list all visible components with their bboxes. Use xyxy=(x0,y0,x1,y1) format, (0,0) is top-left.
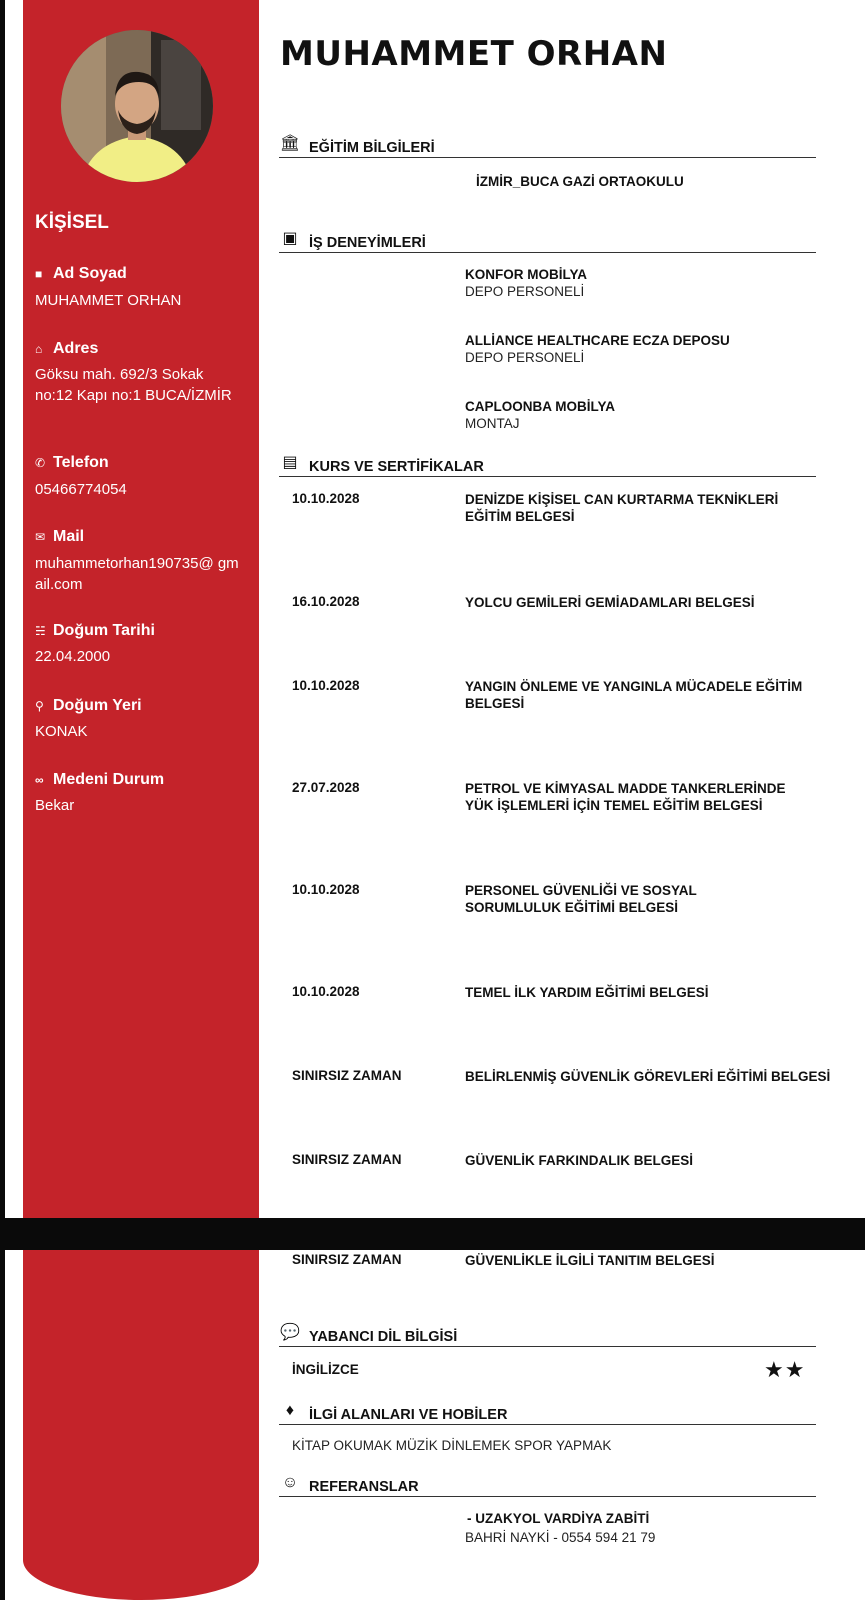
phone-label: ✆ Telefon xyxy=(35,454,109,471)
certificate-date: 10.10.2028 xyxy=(292,882,360,897)
certificates-section-header xyxy=(279,452,816,477)
mail-value: muhammetorhan190735@ gmail.com xyxy=(35,555,239,593)
certificate-date: SINIRSIZ ZAMAN xyxy=(292,1068,402,1083)
hobbies-title: İLGİ ALANLARI VE HOBİLER xyxy=(309,1407,508,1423)
marital-status-label: ∞ Medeni Durum xyxy=(35,771,165,788)
education-title: EĞİTİM BİLGİLERİ xyxy=(309,140,435,156)
birth-place-label: ⚲ Doğum Yeri xyxy=(35,697,142,714)
certificate-name: YOLCU GEMİLERİ GEMİADAMLARI BELGESİ xyxy=(465,595,755,610)
speech-bubbles-icon: 💬 xyxy=(280,1324,300,1341)
institution-icon: 🏛 xyxy=(279,135,301,152)
page-edge-border xyxy=(0,0,5,1600)
experience-title: İŞ DENEYİMLERİ xyxy=(309,235,426,251)
candidate-name: MUHAMMET ORHAN xyxy=(280,34,668,74)
certificate-name: PETROL VE KİMYASAL MADDE TANKERLERİNDE YÜK İŞLEMLERİ İÇİN TEMEL EĞİTİM BELGESİ xyxy=(465,781,786,813)
cake-icon: ☵ xyxy=(35,624,46,638)
certificate-date: 27.07.2028 xyxy=(292,780,360,795)
experience-company: KONFOR MOBİLYA xyxy=(465,267,588,282)
certificate-date: 10.10.2028 xyxy=(292,678,360,693)
languages-title: YABANCI DİL BİLGİSİ xyxy=(309,1329,458,1345)
language-level-stars: ★★ xyxy=(764,1357,806,1382)
location-person-icon: ⚲ xyxy=(35,699,44,713)
mail-label: ✉ Mail xyxy=(35,528,85,545)
profile-photo xyxy=(61,30,213,182)
certificate-name: PERSONEL GÜVENLİĞİ VE SOSYAL SORUMLULUK EĞİTİMİ BELGESİ xyxy=(465,883,697,915)
phone-icon: ✆ xyxy=(35,456,46,470)
phone-value: 05466774054 xyxy=(35,481,127,498)
certificate-name: DENİZDE KİŞİSEL CAN KURTARMA TEKNİKLERİ EĞİTİM BELGESİ xyxy=(465,492,779,524)
person-icon: ■ xyxy=(35,267,43,281)
mail-icon: ✉ xyxy=(35,530,46,544)
home-icon: ⌂ xyxy=(35,342,43,356)
certificates-title: KURS VE SERTİFİKALAR xyxy=(309,459,484,475)
puzzle-icon: ♦ xyxy=(285,1402,295,1419)
experience-role: DEPO PERSONELİ xyxy=(465,284,585,299)
certificate-date: SINIRSIZ ZAMAN xyxy=(292,1252,402,1267)
education-section-header xyxy=(279,133,816,158)
certificate-name: GÜVENLİKLE İLGİLİ TANITIM BELGESİ xyxy=(465,1253,715,1268)
experience-company: CAPLOONBA MOBİLYA xyxy=(465,399,616,414)
experience-role: DEPO PERSONELİ xyxy=(465,350,585,365)
personal-heading: KİŞİSEL xyxy=(35,212,109,233)
certificate-name: GÜVENLİK FARKINDALIK BELGESİ xyxy=(465,1153,694,1168)
reference-contact: BAHRİ NAYKİ - 0554 594 21 79 xyxy=(465,1530,656,1545)
experience-company: ALLİANCE HEALTHCARE ECZA DEPOSU xyxy=(465,333,730,348)
certificate-date: 10.10.2028 xyxy=(292,984,360,999)
hobbies-section-header xyxy=(279,1400,816,1425)
languages-section-header xyxy=(279,1322,816,1347)
references-title: REFERANSLAR xyxy=(309,1479,419,1495)
address-label: ⌂ Adres xyxy=(35,340,99,357)
certificate-name: BELİRLENMİŞ GÜVENLİK GÖREVLERİ EĞİTİMİ BELGESİ xyxy=(465,1069,831,1084)
experience-role: MONTAJ xyxy=(465,416,520,431)
briefcase-icon: ▣ xyxy=(282,230,298,247)
experience-section-header xyxy=(279,228,816,253)
certificate-date: SINIRSIZ ZAMAN xyxy=(292,1152,402,1167)
references-section-header xyxy=(279,1472,816,1497)
school-name: İZMİR_BUCA GAZİ ORTAOKULU xyxy=(476,174,684,189)
profile-photo-illustration xyxy=(61,30,213,182)
language-name: İNGİLİZCE xyxy=(292,1362,359,1377)
certificate-date: 16.10.2028 xyxy=(292,594,360,609)
address-value: Göksu mah. 692/3 Sokak no:12 Kapı no:1 BUCA/İZMİR xyxy=(35,366,232,404)
birth-date-value: 22.04.2000 xyxy=(35,648,111,665)
scan-divider-bar xyxy=(0,1218,865,1250)
birth-date-label: ☵ Doğum Tarihi xyxy=(35,622,155,639)
rings-icon: ∞ xyxy=(35,773,44,787)
reference-position: - UZAKYOL VARDİYA ZABİTİ xyxy=(467,1511,650,1526)
hobbies-text: KİTAP OKUMAK MÜZİK DİNLEMEK SPOR YAPMAK xyxy=(292,1438,612,1453)
certificate-name: YANGIN ÖNLEME VE YANGINLA MÜCADELE EĞİTİM BELGESİ xyxy=(465,679,803,711)
birth-place-value: KONAK xyxy=(35,723,88,740)
certificate-name: TEMEL İLK YARDIM EĞİTİMİ BELGESİ xyxy=(465,985,709,1000)
certificate-date: 10.10.2028 xyxy=(292,491,360,506)
full-name-value: MUHAMMET ORHAN xyxy=(35,292,182,309)
certificate-icon: ▤ xyxy=(282,454,298,471)
marital-status-value: Bekar xyxy=(35,797,75,814)
people-icon: ☺ xyxy=(281,1474,299,1491)
full-name-label: ■ Ad Soyad xyxy=(35,265,127,282)
